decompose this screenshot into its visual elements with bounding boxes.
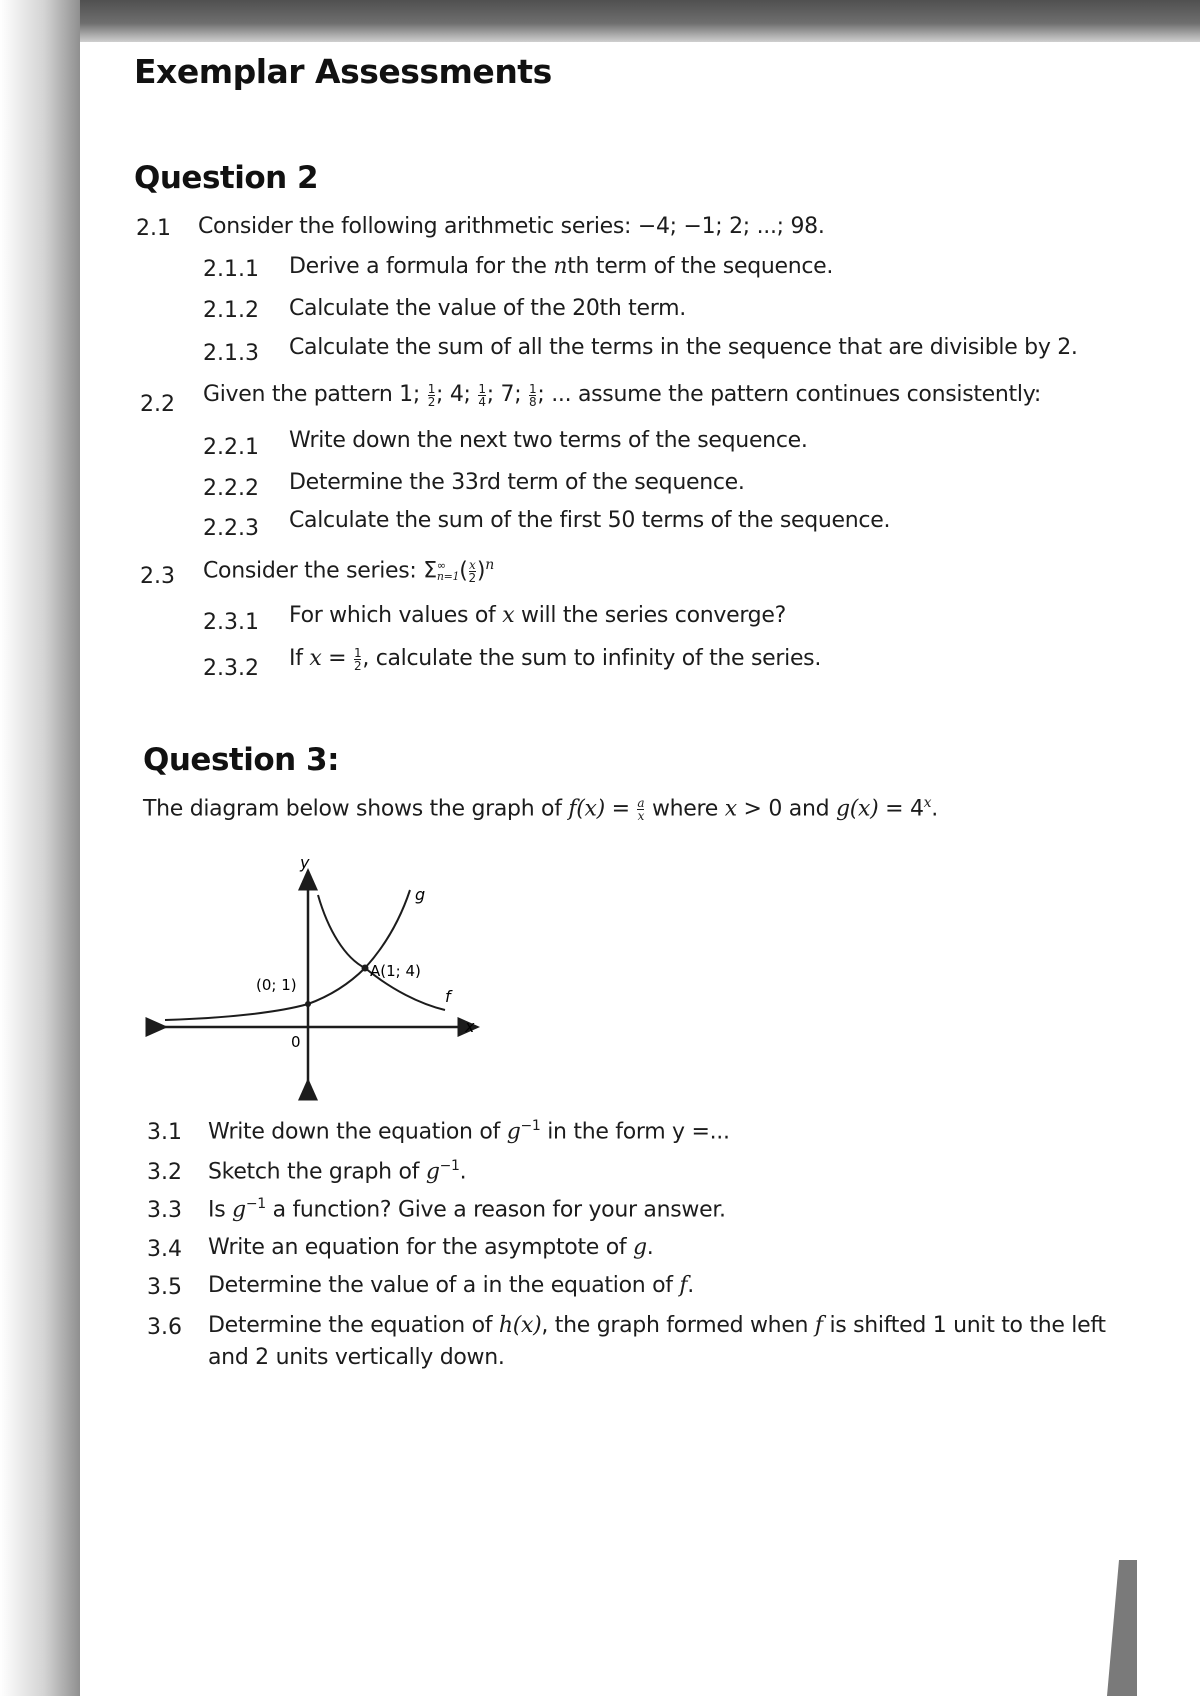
variable: g [425, 1159, 440, 1185]
text-run: Determine the value of a in the equation of [208, 1273, 680, 1298]
variable: n [553, 254, 568, 279]
variable: x [502, 603, 515, 628]
bracket: ( [459, 558, 468, 584]
item-number: 2.2.1 [203, 435, 259, 460]
question-2-heading: Question 2 [134, 160, 319, 196]
variable: g [633, 1235, 647, 1260]
text-run: will the series converge? [514, 603, 786, 628]
fraction [529, 383, 536, 408]
question-text [289, 603, 786, 628]
item-number: 3.4 [147, 1237, 182, 1262]
graph-g-curve [165, 890, 410, 1020]
text-run: th term of the sequence. [567, 254, 834, 279]
item-number: 2.3.2 [203, 656, 259, 681]
numerator: a [637, 795, 645, 810]
text-run: = [321, 646, 353, 671]
item-number: 2.2.3 [203, 516, 259, 541]
numerator: 1 [427, 381, 436, 396]
question-3-heading: Question 3: [143, 742, 339, 778]
text-run: If [289, 646, 310, 671]
item-number: 2.1 [136, 216, 171, 241]
superscript: −1 [439, 1158, 460, 1174]
variable: x [724, 796, 737, 822]
question-text-continued: and 2 units vertically down. [208, 1345, 505, 1370]
variable: g [232, 1197, 246, 1223]
origin-label: 0 [291, 1033, 301, 1051]
question-text [203, 557, 494, 584]
page-edge-shadow [0, 0, 80, 1696]
text-run: ; 7; [486, 382, 522, 407]
question-text: Calculate the value of the 20th term. [289, 296, 686, 321]
function-g: g(x) [835, 796, 879, 822]
text-run: Derive a formula for the [289, 254, 554, 279]
question-text [208, 1235, 654, 1260]
item-number: 2.2.2 [203, 476, 259, 501]
denominator: 2 [353, 658, 362, 673]
question-text: Calculate the sum of all the terms in the sequence that are divisible by 2. [289, 335, 1078, 360]
text-run: , calculate the sum to infinity of the series. [362, 646, 822, 671]
text-run: = [604, 796, 637, 822]
numerator: 1 [529, 381, 537, 396]
fraction [637, 797, 644, 822]
sigma-symbol: Σ [423, 558, 437, 584]
question-text [208, 1158, 466, 1184]
graph-f-curve [318, 895, 445, 1010]
text-run: is shifted 1 unit to the left [822, 1313, 1106, 1338]
question-text [208, 1118, 730, 1144]
text-run: a function? Give a reason for your answer. [265, 1197, 726, 1223]
text-run: where [645, 796, 725, 822]
text-run: , the graph formed when [541, 1313, 815, 1338]
sigma-upper: ∞ [436, 559, 446, 573]
question-text: Consider the following arithmetic series: −4; −1; 2; ...; 98. [198, 214, 825, 239]
exponent: x [923, 795, 932, 811]
text-run: = 4 [878, 796, 924, 822]
item-number: 3.3 [147, 1198, 182, 1223]
question-3-intro [143, 795, 938, 822]
superscript: −1 [520, 1118, 541, 1134]
item-number: 2.2 [140, 392, 175, 417]
question-text [289, 254, 833, 279]
variable: x [309, 646, 322, 671]
text-run: Write an equation for the asymptote of [208, 1235, 633, 1260]
denominator: x [637, 808, 645, 823]
page-title: Exemplar Assessments [134, 52, 552, 91]
superscript: −1 [245, 1196, 266, 1212]
text-run: The diagram below shows the graph of [143, 796, 569, 822]
item-number: 3.2 [147, 1160, 182, 1185]
item-number: 2.1.3 [203, 341, 259, 366]
numerator: 1 [478, 381, 486, 396]
intercept-label: (0; 1) [256, 976, 297, 994]
variable: f [679, 1273, 688, 1298]
variable: g [506, 1119, 521, 1145]
numerator: x [468, 557, 476, 572]
text-run: ; 4; [436, 382, 471, 407]
question-text [208, 1313, 1106, 1338]
text-run: For which values of [289, 603, 503, 628]
text-run: ; ... assume the pattern continues consistently: [537, 382, 1041, 407]
point-a-label: A(1; 4) [370, 962, 421, 980]
item-number: 2.1.2 [203, 298, 259, 323]
text-run: Given the pattern 1; [203, 382, 420, 407]
variable: h(x) [498, 1313, 542, 1338]
fraction [478, 383, 485, 408]
text-run: > 0 and [736, 796, 836, 822]
denominator: 4 [478, 394, 486, 409]
sigma-lower: n=1 [436, 570, 460, 584]
question-text [289, 646, 821, 672]
item-number: 3.5 [147, 1275, 182, 1300]
exponent: n [485, 557, 494, 573]
question-text [203, 382, 1041, 408]
denominator: 8 [529, 394, 537, 409]
item-number: 2.1.1 [203, 257, 259, 282]
text-run: Determine the equation of [208, 1313, 499, 1338]
item-number: 3.1 [147, 1120, 182, 1145]
f-label: f [445, 987, 451, 1006]
fraction [428, 383, 435, 408]
text-run: . [459, 1159, 467, 1185]
denominator: 2 [468, 570, 476, 585]
item-number: 2.3.1 [203, 610, 259, 635]
fraction [354, 647, 361, 672]
numerator: 1 [353, 645, 362, 660]
page-top-shadow [80, 0, 1200, 42]
text-run: Write down the equation of [208, 1119, 507, 1145]
question-text [208, 1196, 726, 1222]
page-tab-marker [1107, 1560, 1137, 1696]
point-intercept [305, 1001, 311, 1007]
g-label: g [415, 885, 426, 904]
question-text: Determine the 33rd term of the sequence. [289, 470, 745, 495]
item-number: 2.3 [140, 564, 175, 589]
text-run: Is [208, 1197, 233, 1223]
text-run: in the form y =... [540, 1119, 730, 1145]
question-text: Calculate the sum of the first 50 terms of the sequence. [289, 508, 891, 533]
bracket: ) [476, 558, 486, 584]
text-run: . [931, 796, 938, 822]
question-text [208, 1273, 694, 1298]
question-text: Write down the next two terms of the sequence. [289, 428, 808, 453]
variable: f [814, 1313, 823, 1338]
text-run: . [646, 1235, 654, 1260]
denominator: 2 [427, 394, 436, 409]
text-run: Sketch the graph of [208, 1159, 426, 1185]
text-run: Consider the series: [203, 558, 424, 584]
y-axis-label: y [300, 853, 310, 872]
item-number: 3.6 [147, 1315, 182, 1340]
point-a [362, 965, 369, 972]
function-f: f(x) [568, 796, 605, 822]
text-run: . [687, 1273, 694, 1298]
fraction [469, 559, 476, 584]
x-axis-label: x [465, 1017, 475, 1036]
